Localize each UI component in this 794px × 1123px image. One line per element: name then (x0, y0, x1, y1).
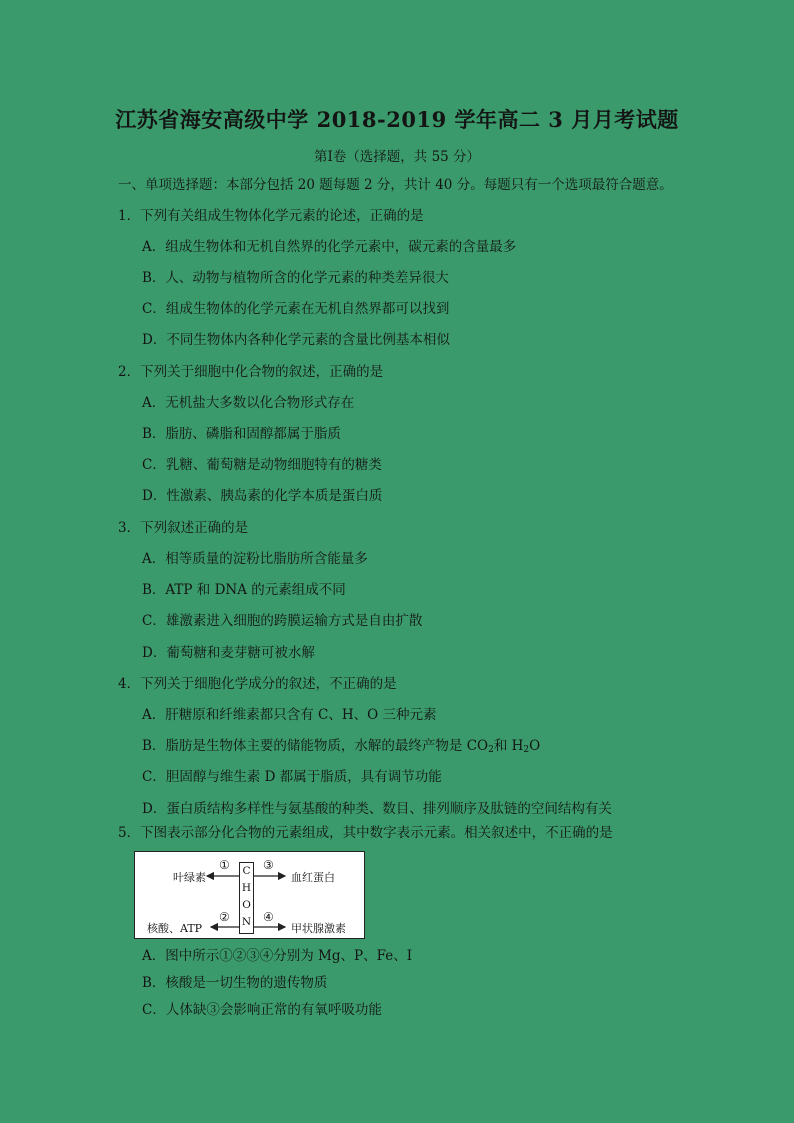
question-3-stem: 3．下列叙述正确的是 (118, 520, 249, 536)
exam-title: 江苏省海安高级中学 2018-2019 学年高二 3 月月考试题 (115, 107, 679, 132)
question-1-option-c: C．组成生物体的化学元素在无机自然界都可以找到 (142, 301, 450, 317)
question-3-option-c: C．雄激素进入细胞的跨膜运输方式是自由扩散 (142, 613, 423, 629)
question-5-option-c: C．人体缺③会影响正常的有氧呼吸功能 (142, 1002, 382, 1018)
question-5-stem: 5．下图表示部分化合物的元素组成，其中数字表示元素。相关叙述中，不正确的是 (118, 825, 613, 841)
question-2-stem: 2．下列关于细胞中化合物的叙述，正确的是 (118, 364, 384, 380)
diagram-number-4: ④ (263, 910, 274, 924)
question-5-option-a: A．图中所示①②③④分别为 Mg、P、Fe、I (142, 948, 413, 964)
question-4-option-d: D．蛋白质结构多样性与氨基酸的种类、数目、排列顺序及肽链的空间结构有关 (142, 801, 612, 817)
question-1-option-d: D．不同生物体内各种化学元素的含量比例基本相似 (142, 332, 450, 348)
diagram-label-chlorophyll: 叶绿素 (173, 871, 206, 884)
question-2-option-b: B．脂肪、磷脂和固醇都属于脂质 (142, 426, 341, 442)
section-heading: 一、单项选择题：本部分包括 20 题每题 2 分，共计 40 分。每题只有一个选项最符合题意。 (118, 177, 673, 193)
question-1-option-a: A．组成生物体和无机自然界的化学元素中，碳元素的含量最多 (142, 239, 517, 255)
diagram-label-thyroxine: 甲状腺激素 (291, 922, 346, 935)
diagram-number-1: ① (219, 858, 230, 872)
question-4-option-b (142, 737, 540, 759)
diagram-number-3: ③ (263, 858, 274, 872)
diagram-number-2: ② (219, 910, 230, 924)
question-1-option-b: B．人、动物与植物所含的化学元素的种类差异很大 (142, 270, 449, 286)
question-4-option-b-end: O (529, 738, 541, 754)
subscript-2: 2 (523, 745, 530, 755)
diagram-label-hemoglobin: 血红蛋白 (291, 871, 335, 884)
question-4-option-b-text: B．脂肪是生物体主要的储能物质，水解的最终产物是 CO (142, 738, 489, 754)
element-c: C (242, 865, 251, 877)
subscript-2: 2 (488, 745, 494, 755)
question-4-option-a: A．肝糖原和纤维素都只含有 C、H、O 三种元素 (142, 707, 437, 723)
question-1-stem: 1．下列有关组成生物体化学元素的论述，正确的是 (118, 208, 424, 224)
element-n: N (241, 916, 252, 928)
element-h: H (241, 882, 252, 894)
question-2-option-a: A．无机盐大多数以化合物形式存在 (142, 395, 355, 411)
question-3-option-d: D．葡萄糖和麦芽糖可被水解 (142, 645, 315, 661)
question-4-stem: 4．下列关于细胞化学成分的叙述，不正确的是 (118, 676, 397, 692)
question-4-option-b-mid: 和 H (493, 738, 524, 754)
question-5-option-b: B．核酸是一切生物的遗传物质 (142, 975, 328, 991)
question-3-option-b: B．ATP 和 DNA 的元素组成不同 (142, 582, 346, 598)
question-4-option-c: C．胆固醇与维生素 D 都属于脂质，具有调节功能 (142, 769, 442, 785)
element-o: O (242, 899, 251, 911)
element-column-chon (239, 862, 254, 934)
question-2-option-d: D．性激素、胰岛素的化学本质是蛋白质 (142, 488, 383, 504)
diagram-label-nucleic-acid-atp: 核酸、ATP (147, 922, 203, 935)
question-3-option-a: A．相等质量的淀粉比脂肪所含能量多 (142, 551, 368, 567)
exam-subtitle: 第Ⅰ卷（选择题，共 55 分） (313, 149, 481, 165)
element-composition-diagram (134, 851, 365, 939)
question-2-option-c: C．乳糖、葡萄糖是动物细胞特有的糖类 (142, 457, 382, 473)
